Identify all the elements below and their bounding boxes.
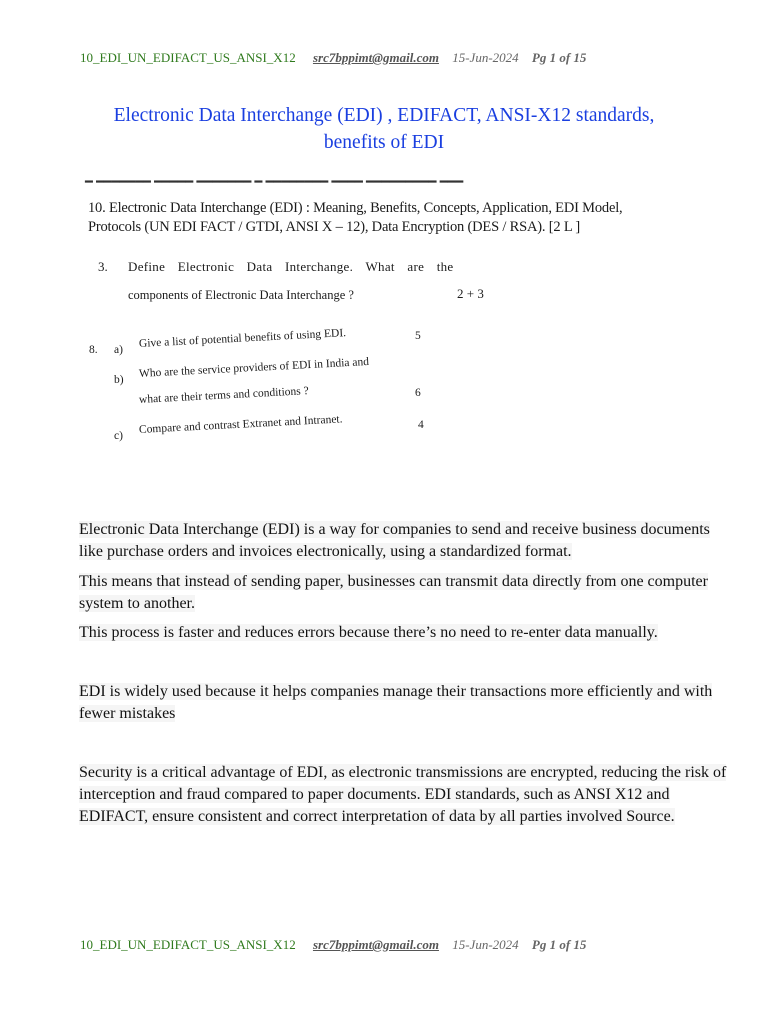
- header-file-name: 10_EDI_UN_EDIFACT_US_ANSI_X12: [80, 50, 296, 65]
- footer-page-number: Pg 1 of 15: [531, 937, 587, 952]
- footer-email-link[interactable]: src7bppimt@gmail.com: [312, 937, 439, 952]
- question-8c-marks: 4: [418, 419, 424, 431]
- paragraph-edi-definition: Electronic Data Interchange (EDI) is a way for companies to send and receive business documents like purchase orders and invoices electronically, using a standardized format.: [79, 521, 710, 560]
- question-8b-label: b): [114, 374, 124, 386]
- question-8a-text: Give a list of potential benefits of using EDI.: [138, 327, 347, 350]
- footer-file-name: 10_EDI_UN_EDIFACT_US_ANSI_X12: [80, 937, 296, 952]
- paragraph-widely-used: EDI is widely used because it helps companies manage their transactions more efficiently and with fewer mistakes: [79, 683, 713, 722]
- syllabus-line-1: 10. Electronic Data Interchange (EDI) : Meaning, Benefits, Concepts, Application, EDI Model,: [88, 200, 623, 216]
- paragraph-security: Security is a critical advantage of EDI, as electronic transmissions are encrypted, reducing the risk of interception and fraud compared to paper documents. EDI standards, such as ANSI X12 and EDIFACT, ensure consistent and correct interpretation of data by all parties involved Source.: [79, 764, 727, 825]
- question-3-line-2: components of Electronic Data Interchange ?: [128, 288, 354, 302]
- question-3-line-1: Define Electronic Data Interchange. What are the: [128, 259, 454, 274]
- question-8-number: 8.: [89, 344, 98, 356]
- footer-date: 15-Jun-2024: [452, 937, 519, 952]
- question-8c-label: c): [114, 430, 123, 442]
- question-3-number: 3.: [98, 259, 108, 274]
- page-footer: [80, 937, 720, 953]
- question-8b-text-line-1: Who are the service providers of EDI in India and: [138, 355, 370, 380]
- question-8b-marks: 6: [415, 387, 421, 399]
- question-3-marks: 2 + 3: [457, 286, 484, 301]
- header-email-link[interactable]: src7bppimt@gmail.com: [312, 50, 439, 65]
- paragraph-paperless: This means that instead of sending paper, businesses can transmit data directly from one computer system to another.: [79, 573, 708, 612]
- page-header: [80, 50, 720, 66]
- document-title: Electronic Data Interchange (EDI) , EDIFACT, ANSI-X12 standards, benefits of EDI: [113, 105, 655, 153]
- paragraph-faster: This process is faster and reduces errors because there’s no need to re-enter data manually.: [79, 624, 658, 641]
- question-8a-marks: 5: [415, 330, 421, 342]
- scanned-question-image: [85, 174, 675, 450]
- syllabus-line-2: Protocols (UN EDI FACT / GTDI, ANSI X – 12), Data Encryption (DES / RSA). [2 L ]: [88, 219, 580, 235]
- question-8b-text-line-2: what are their terms and conditions ?: [138, 385, 309, 406]
- scan-cropped-line: ━ ━━━━━━━ ━━━━━ ━━━━━━━ ━ ━━━━━━━━ ━━━━ ━━━━━━━━━ ━━━: [85, 174, 464, 189]
- header-page-number: Pg 1 of 15: [531, 50, 587, 65]
- header-date: 15-Jun-2024: [452, 50, 519, 65]
- question-8a-label: a): [114, 344, 123, 356]
- question-8c-text: Compare and contrast Extranet and Intranet.: [138, 413, 343, 436]
